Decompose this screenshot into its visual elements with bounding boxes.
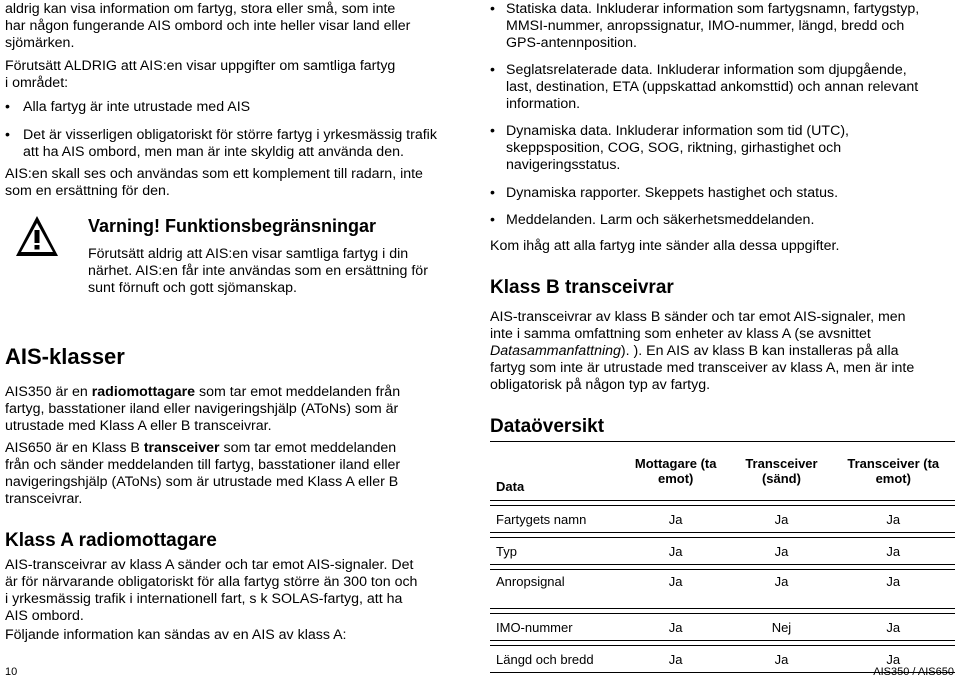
intro-line-2: har någon fungerande AIS ombord och inte heller visar land eller — [5, 18, 411, 34]
never-line-2: i området: — [5, 75, 69, 91]
static-data-line-2: MMSI-nummer, anropssignatur, IMO-nummer, längd, bredd och — [506, 18, 905, 34]
table-cell: Ja — [620, 538, 731, 565]
warning-line-3: sunt förnuft och gott sjömanskap. — [88, 280, 297, 296]
intro-line-3: sjömärken. — [5, 35, 75, 51]
table-cell: Ja — [731, 646, 831, 673]
ais350-line-3: utrustade med Klass A eller B transceivrar. — [5, 418, 272, 434]
table-cell: Ja — [731, 538, 831, 565]
column-header-transceiver-receive: Transceiver (ta emot) — [832, 442, 955, 501]
class-b-line-3: Datasammanfattning). ). En AIS av klass B kan installeras på alla — [490, 343, 899, 359]
class-a-line-1: AIS-transceivrar av klass A sänder och tar emot AIS-signaler. Det — [5, 557, 414, 573]
voyage-data-line-1: Seglatsrelaterade data. Inkluderar information som djupgående, — [506, 62, 907, 78]
table-cell: Ja — [620, 570, 731, 609]
bullet-dot-icon: • — [490, 123, 495, 139]
bullet-dot-icon: • — [5, 99, 10, 115]
bullet-item-continued: att ha AIS ombord, men man är inte skyldig att använda den. — [23, 144, 404, 160]
column-header-transceiver-send: Transceiver (sänd) — [731, 442, 831, 501]
table-cell: Ja — [731, 506, 831, 533]
class-a-heading: Klass A radiomottagare — [5, 530, 217, 551]
table-cell: Ja — [832, 570, 955, 609]
dynamic-reports-line: Dynamiska rapporter. Skeppets hastighet och status. — [506, 185, 839, 201]
bullet-dot-icon: • — [490, 212, 495, 228]
table-cell: Nej — [731, 614, 831, 641]
table-header-row — [490, 442, 955, 501]
class-a-line-3: i yrkesmässig trafik i internationell fart, s k SOLAS-fartyg, att ha — [5, 591, 403, 607]
intro-line-1: aldrig kan visa information om fartyg, stora eller små, som inte — [5, 1, 396, 17]
ais350-line-2: fartyg, basstationer iland eller navigeringshjälp (AToNs) som är — [5, 401, 399, 417]
bullet-item: Alla fartyg är inte utrustade med AIS — [23, 99, 251, 115]
bullet-dot-icon: • — [490, 1, 495, 17]
class-a-following: Följande information kan sändas av en AIS av klass A: — [5, 627, 347, 643]
never-line-1: Förutsätt ALDRIG att AIS:en visar uppgifter om samtliga fartyg — [5, 58, 396, 74]
column-header-data: Data — [490, 442, 620, 501]
page-number: 10 — [5, 666, 18, 678]
dynamic-data-line-1: Dynamiska data. Inkluderar information som tid (UTC), — [506, 123, 849, 139]
class-b-heading: Klass B transceivrar — [490, 277, 674, 298]
voyage-data-line-2: last, destination, ETA (uppskattad ankomsttid) och annan relevant — [506, 79, 919, 95]
table-cell: Fartygets namn — [490, 506, 620, 533]
ais650-line-2: från och sänder meddelanden till fartyg, basstationer iland eller — [5, 457, 401, 473]
class-b-line-4: fartyg som inte är utrustade med transceiver av klass A, men är inte — [490, 360, 915, 376]
data-overview-table — [490, 441, 955, 673]
warning-triangle-icon — [14, 213, 60, 259]
ais650-line-4: transceivrar. — [5, 491, 83, 507]
ais350-line-1: AIS350 är en radiomottagare som tar emot meddelanden från — [5, 384, 401, 400]
static-data-line-3: GPS-antennposition. — [506, 35, 637, 51]
bullet-dot-icon: • — [490, 62, 495, 78]
table-cell: Ja — [620, 646, 731, 673]
class-b-line-1: AIS-transceivrar av klass B sänder och tar emot AIS-signaler, men — [490, 309, 906, 325]
column-header-receiver: Mottagare (ta emot) — [620, 442, 731, 501]
table-cell: Ja — [832, 646, 955, 673]
table-cell: Anropsignal — [490, 570, 620, 609]
table-cell: Ja — [832, 506, 955, 533]
product-name: AIS350 / AIS650 — [873, 666, 954, 678]
static-data-line-1: Statiska data. Inkluderar information som fartygsnamn, fartygstyp, — [506, 1, 920, 17]
table-cell: Typ — [490, 538, 620, 565]
table-row — [490, 614, 955, 641]
overview-heading: Dataöversikt — [490, 416, 605, 437]
bullet-item: Det är visserligen obligatoriskt för större fartyg i yrkesmässig trafik — [23, 127, 437, 143]
remember-line: Kom ihåg att alla fartyg inte sänder alla dessa uppgifter. — [490, 238, 840, 254]
class-a-line-2: är för närvarande obligatoriskt för alla fartyg större än 300 ton och — [5, 574, 418, 590]
warning-line-1: Förutsätt aldrig att AIS:en visar samtliga fartyg i din — [88, 246, 409, 262]
supplement-line-1: AIS:en skall ses och användas som ett komplement till radarn, inte — [5, 166, 423, 182]
table-cell: Ja — [832, 614, 955, 641]
table-row — [490, 538, 955, 565]
table-cell: IMO-nummer — [490, 614, 620, 641]
table-cell: Längd och bredd — [490, 646, 620, 673]
table-cell: Ja — [620, 506, 731, 533]
class-a-line-4: AIS ombord. — [5, 608, 84, 624]
bullet-dot-icon: • — [490, 185, 495, 201]
class-b-line-2: inte i samma omfattning som enheter av klass A (se avsnittet — [490, 326, 871, 342]
class-b-line-5: obligatorisk på någon typ av fartyg. — [490, 377, 711, 393]
messages-line: Meddelanden. Larm och säkerhetsmeddelanden. — [506, 212, 815, 228]
ais650-line-3: navigeringshjälp (AToNs) som är utrustade med Klass A eller B — [5, 474, 399, 490]
dynamic-data-line-2: skeppsposition, COG, SOG, riktning, girhastighet och — [506, 140, 842, 156]
voyage-data-line-3: information. — [506, 96, 581, 112]
table-row — [490, 506, 955, 533]
table-cell: Ja — [620, 614, 731, 641]
warning-title: Varning! Funktionsbegränsningar — [88, 216, 377, 236]
dynamic-data-line-3: navigeringsstatus. — [506, 157, 621, 173]
table-row — [490, 570, 955, 609]
bullet-dot-icon: • — [5, 127, 10, 143]
table-cell: Ja — [832, 538, 955, 565]
table-cell: Ja — [731, 570, 831, 609]
ais650-line-1: AIS650 är en Klass B transceiver som tar emot meddelanden — [5, 440, 397, 456]
warning-line-2: närhet. AIS:en får inte användas som en ersättning för — [88, 263, 428, 279]
ais-classes-heading: AIS-klasser — [5, 344, 125, 369]
supplement-line-2: som en ersättning för den. — [5, 183, 170, 199]
